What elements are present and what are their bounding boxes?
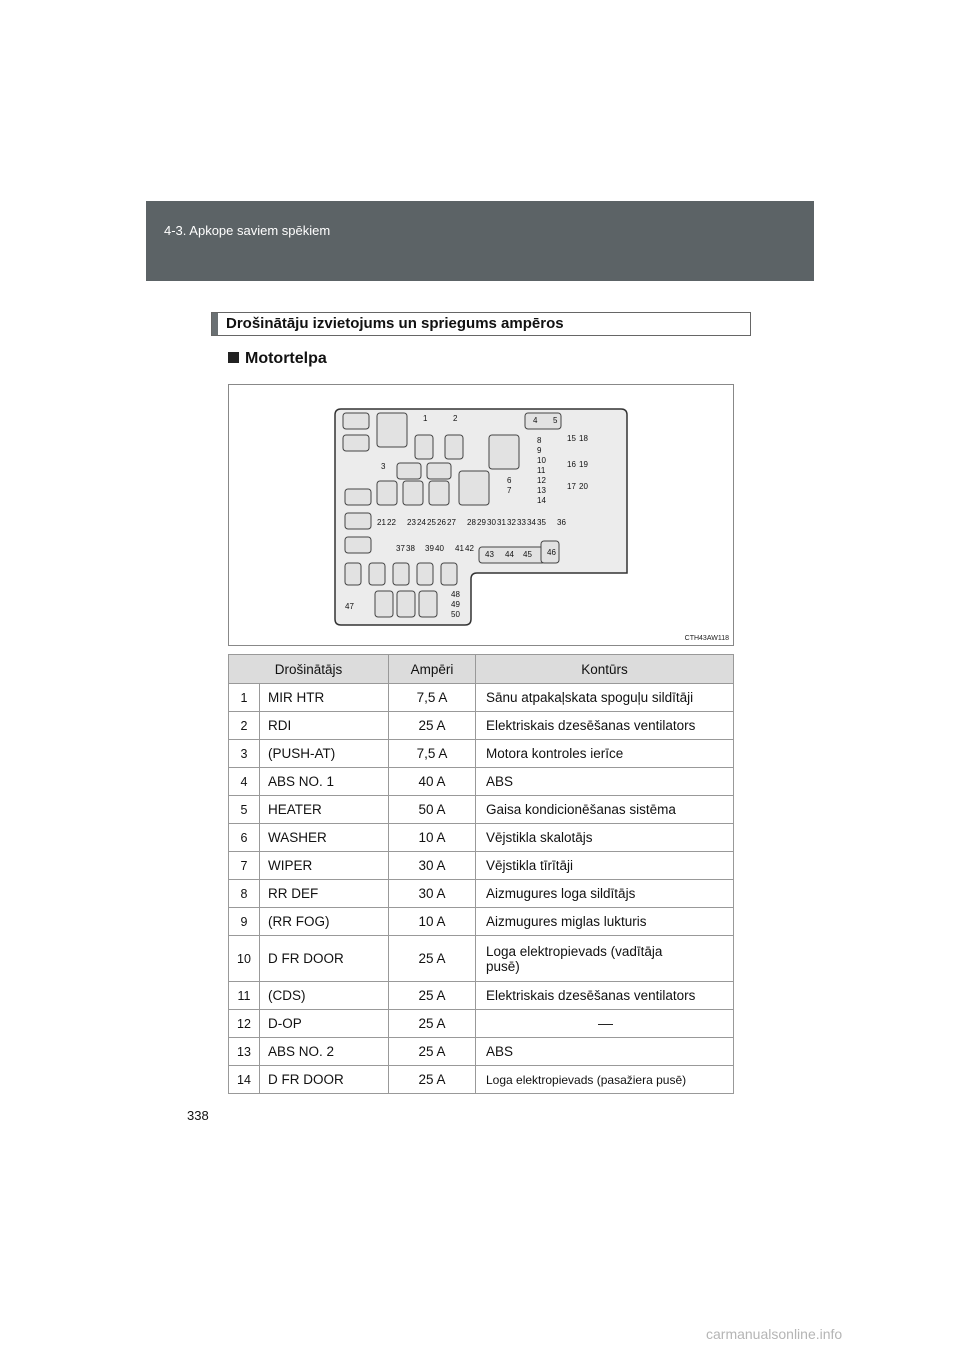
fuse-name: HEATER xyxy=(260,796,389,824)
fuse-label: 18 xyxy=(579,434,588,443)
fuse-label: 35 xyxy=(537,518,546,527)
fuse-circuit: Motora kontroles ierīce xyxy=(476,740,734,768)
page-number: 338 xyxy=(187,1108,209,1123)
table-row xyxy=(229,740,734,768)
fuse-label: 13 xyxy=(537,486,546,495)
table-row xyxy=(229,768,734,796)
fuse-name: (CDS) xyxy=(260,982,389,1010)
relay-block xyxy=(415,435,433,459)
fuse-amperes: 25 A xyxy=(389,712,476,740)
fuse-table xyxy=(228,654,734,1094)
fuse-name: D FR DOOR xyxy=(260,1066,389,1094)
relay-block xyxy=(429,481,449,505)
fuse-name: (PUSH-AT) xyxy=(260,740,389,768)
fuse-label: 8 xyxy=(537,436,542,445)
fuse-label: 25 xyxy=(427,518,436,527)
fuse-name: RR DEF xyxy=(260,880,389,908)
fuse-number: 8 xyxy=(229,880,260,908)
fuse-label: 6 xyxy=(507,476,512,485)
fuse-circuit: Loga elektropievads (pasažiera pusē) xyxy=(476,1066,734,1094)
fuse-amperes: 25 A xyxy=(389,936,476,982)
fuse-name: WASHER xyxy=(260,824,389,852)
relay-block xyxy=(377,413,407,447)
fuse-label: 34 xyxy=(527,518,536,527)
fuse-circuit: ABS xyxy=(476,1038,734,1066)
section-header-text: 4-3. Apkope saviem spēkiem xyxy=(164,223,331,238)
fuse-label: 23 xyxy=(407,518,416,527)
fuse-label: 50 xyxy=(451,610,460,619)
fuse-number: 3 xyxy=(229,740,260,768)
fuse-box-diagram xyxy=(228,384,734,646)
relay-block xyxy=(393,563,409,585)
fuse-number: 1 xyxy=(229,684,260,712)
fuse-number: 4 xyxy=(229,768,260,796)
fuse-label: 31 xyxy=(497,518,506,527)
fuse-label: 30 xyxy=(487,518,496,527)
section-title: Drošinātāju izvietojums un spriegums ampēros xyxy=(226,315,564,332)
fuse-number: 6 xyxy=(229,824,260,852)
fuse-label: 37 xyxy=(396,544,405,553)
fuse-number: 13 xyxy=(229,1038,260,1066)
fuse-circuit: Aizmugures loga sildītājs xyxy=(476,880,734,908)
fuse-label: 39 xyxy=(425,544,434,553)
fuse-label: 42 xyxy=(465,544,474,553)
fuse-label: 20 xyxy=(579,482,588,491)
fuse-name: (RR FOG) xyxy=(260,908,389,936)
table-row xyxy=(229,712,734,740)
relay-block xyxy=(397,463,421,479)
fuse-circuit: Sānu atpakaļskata spoguļu sildītāji xyxy=(476,684,734,712)
relay-block xyxy=(417,563,433,585)
fuse-label: 36 xyxy=(557,518,566,527)
fuse-name: D FR DOOR xyxy=(260,936,389,982)
title-accent xyxy=(212,313,218,335)
relay-block xyxy=(377,481,397,505)
fuse-number: 9 xyxy=(229,908,260,936)
fuse-label: 12 xyxy=(537,476,546,485)
fuse-label: 21 xyxy=(377,518,386,527)
fuse-amperes: 30 A xyxy=(389,880,476,908)
fuse-circuit: ABS xyxy=(476,768,734,796)
relay-block xyxy=(343,413,369,429)
fuse-amperes: 25 A xyxy=(389,1038,476,1066)
fuse-number: 10 xyxy=(229,936,260,982)
fuse-label: 46 xyxy=(547,548,556,557)
relay-block xyxy=(369,563,385,585)
table-row xyxy=(229,852,734,880)
fuse-amperes: 50 A xyxy=(389,796,476,824)
fuse-label: 17 xyxy=(567,482,576,491)
fuse-label: 29 xyxy=(477,518,486,527)
fuse-label: 32 xyxy=(507,518,516,527)
fuse-name: MIR HTR xyxy=(260,684,389,712)
fuse-label: 10 xyxy=(537,456,546,465)
fuse-label: 48 xyxy=(451,590,460,599)
fuse-label: 24 xyxy=(417,518,426,527)
relay-block xyxy=(345,489,371,505)
square-bullet-icon xyxy=(228,352,239,363)
fuse-amperes: 7,5 A xyxy=(389,684,476,712)
fuse-label: 22 xyxy=(387,518,396,527)
fuse-amperes: 30 A xyxy=(389,852,476,880)
fuse-name: ABS NO. 2 xyxy=(260,1038,389,1066)
fuse-circuit: Loga elektropievads (vadītāja pusē) xyxy=(476,936,734,982)
fuse-name: WIPER xyxy=(260,852,389,880)
fuse-amperes: 25 A xyxy=(389,1010,476,1038)
image-code: CTH43AW118 xyxy=(684,635,729,642)
fuse-circuit: Aizmugures miglas lukturis xyxy=(476,908,734,936)
fuse-label: 16 xyxy=(567,460,576,469)
fuse-number: 2 xyxy=(229,712,260,740)
fuse-label: 14 xyxy=(537,496,546,505)
table-row xyxy=(229,908,734,936)
fuse-amperes: 40 A xyxy=(389,768,476,796)
fuse-label: 43 xyxy=(485,550,494,559)
fuse-label: 9 xyxy=(537,446,542,455)
fuse-label: 27 xyxy=(447,518,456,527)
relay-block xyxy=(345,563,361,585)
watermark-text: carmanualsonline.info xyxy=(706,1326,843,1342)
table-row xyxy=(229,684,734,712)
fuse-label: 19 xyxy=(579,460,588,469)
fuse-name: D-OP xyxy=(260,1010,389,1038)
table-row xyxy=(229,1038,734,1066)
fuse-label: 26 xyxy=(437,518,446,527)
fuse-amperes: 25 A xyxy=(389,1066,476,1094)
section-title-bar xyxy=(211,312,751,336)
fuse-label: 41 xyxy=(455,544,464,553)
fuse-label: 2 xyxy=(453,414,458,423)
relay-block xyxy=(397,591,415,617)
fuse-circuit: Vējstikla skalotājs xyxy=(476,824,734,852)
fuse-label: 1 xyxy=(423,414,428,423)
table-row xyxy=(229,1010,734,1038)
relay-block xyxy=(441,563,457,585)
fuse-circuit: –– xyxy=(476,1010,734,1038)
table-row xyxy=(229,824,734,852)
section-header-band xyxy=(146,201,814,281)
relay-block xyxy=(445,435,463,459)
fuse-label: 4 xyxy=(533,416,538,425)
fuse-label: 40 xyxy=(435,544,444,553)
fuse-box-svg xyxy=(229,385,733,645)
table-row xyxy=(229,796,734,824)
fuse-amperes: 25 A xyxy=(389,982,476,1010)
fuse-label: 44 xyxy=(505,550,514,559)
fuse-label: 28 xyxy=(467,518,476,527)
fuse-number: 14 xyxy=(229,1066,260,1094)
fuse-name: RDI xyxy=(260,712,389,740)
fuse-label: 11 xyxy=(537,466,546,475)
fuse-circuit: Elektriskais dzesēšanas ventilators xyxy=(476,712,734,740)
fuse-number: 5 xyxy=(229,796,260,824)
col-header-fuse: Drošinātājs xyxy=(229,655,389,684)
table-row xyxy=(229,880,734,908)
fuse-amperes: 10 A xyxy=(389,824,476,852)
table-row xyxy=(229,936,734,982)
fuse-label: 7 xyxy=(507,486,512,495)
fuse-label: 45 xyxy=(523,550,532,559)
fuse-name: ABS NO. 1 xyxy=(260,768,389,796)
table-header-row xyxy=(229,655,734,684)
col-header-circuit: Kontūrs xyxy=(476,655,734,684)
relay-block xyxy=(375,591,393,617)
fuse-label: 47 xyxy=(345,602,354,611)
relay-block xyxy=(403,481,423,505)
relay-block xyxy=(419,591,437,617)
fuse-label: 49 xyxy=(451,600,460,609)
col-header-amperes: Ampēri xyxy=(389,655,476,684)
fuse-amperes: 10 A xyxy=(389,908,476,936)
fuse-number: 7 xyxy=(229,852,260,880)
fuse-circuit: Gaisa kondicionēšanas sistēma xyxy=(476,796,734,824)
table-row xyxy=(229,982,734,1010)
fuse-amperes: 7,5 A xyxy=(389,740,476,768)
relay-block xyxy=(489,435,519,469)
relay-block xyxy=(345,513,371,529)
subheading xyxy=(228,350,327,368)
fuse-label: 5 xyxy=(553,416,558,425)
table-row xyxy=(229,1066,734,1094)
fuse-number: 11 xyxy=(229,982,260,1010)
relay-block xyxy=(427,463,451,479)
relay-block xyxy=(459,471,489,505)
fuse-circuit: Vējstikla tīrītāji xyxy=(476,852,734,880)
relay-block xyxy=(343,435,369,451)
fuse-label: 3 xyxy=(381,462,386,471)
fuse-label: 15 xyxy=(567,434,576,443)
fuse-label: 33 xyxy=(517,518,526,527)
fuse-circuit: Elektriskais dzesēšanas ventilators xyxy=(476,982,734,1010)
subheading-text: Motortelpa xyxy=(245,350,327,367)
fuse-label: 38 xyxy=(406,544,415,553)
relay-block xyxy=(345,537,371,553)
fuse-number: 12 xyxy=(229,1010,260,1038)
